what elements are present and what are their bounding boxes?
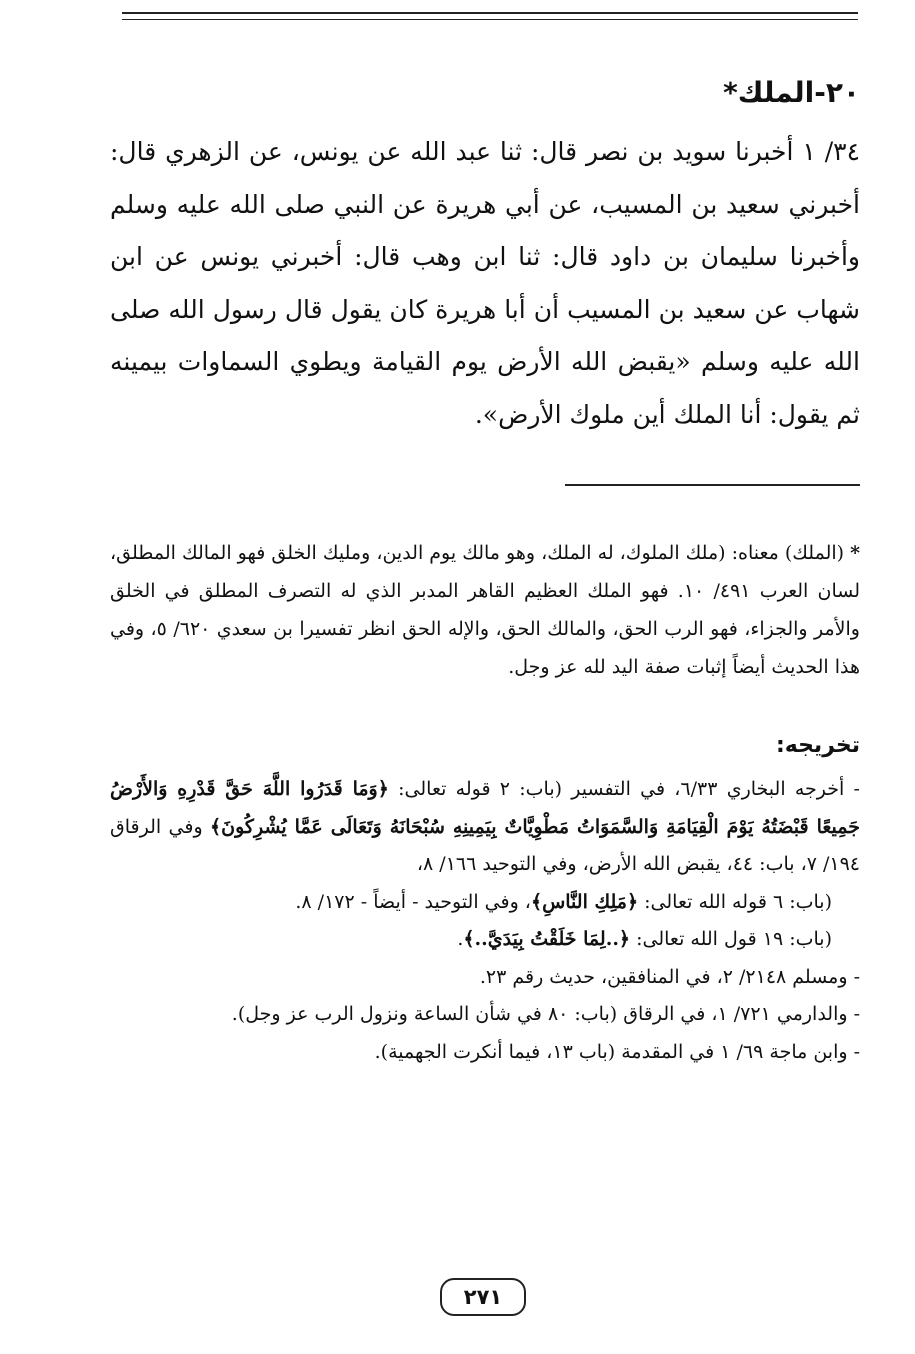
- chapter-heading: [723, 76, 860, 109]
- takhrij-ibn-majah: - وابن ماجة ٦٩/ ١ في المقدمة (باب ١٣، فيما أنكرت الجهمية).: [374, 1040, 860, 1063]
- top-rule-thick: [122, 12, 858, 14]
- takhrij-list: [110, 771, 860, 1071]
- hadith-paragraph: ٣٤/ ١ أخبرنا سويد بن نصر قال: ثنا عبد الله عن يونس، عن الزهري قال: أخبرني سعيد بن المسيب، عن أبي هريرة عن النبي صلى الله عليه وسلم وأخبرنا سليمان بن داود قال: ثنا ابن وهب قال: أخبرني يونس عن ابن شهاب عن سعيد بن المسيب أن أبا هريرة كان يقول قال رسول الله صلى الله عليه وسلم «يقبض الله الأرض يوم القيامة ويطوي السماوات بيمينه ثم يقول: أنا الملك أين ملوك الأرض».: [110, 137, 861, 429]
- takhrij-bukhari: [110, 771, 860, 884]
- hadith-text: [110, 126, 860, 441]
- takhrij-tawhid-1-text: (باب: ٦ قوله الله تعالى:: [644, 890, 832, 913]
- takhrij-tawhid-2-end: .: [457, 928, 464, 950]
- footnote-paragraph: [110, 534, 860, 686]
- top-rule-thin: [122, 19, 858, 20]
- quran-verse: ﴿وَمَا قَدَرُوا اللَّهَ حَقَّ قَدْرِهِ وَالأَرْضُ جَمِيعًا قَبْضَتُهُ يَوْمَ الْقِيَامَةِ وَالسَّمَوَاتُ مَطْوِيَّاتٌ بِيَمِينِهِ سُبْحَانَهُ وَتَعَالَى عَمَّا يُشْرِكُونَ﴾: [110, 778, 860, 838]
- footnote-separator: [565, 484, 860, 486]
- footnote: [110, 534, 860, 686]
- quran-verse: ﴿..لِمَا خَلَقْتُ بِيَدَيَّ..﴾: [463, 928, 631, 950]
- takhrij-muslim: - ومسلم ٢١٤٨/ ٢، في المنافقين، حديث رقم ٢٣.: [479, 965, 860, 988]
- page-number: ٢٧١: [440, 1278, 526, 1316]
- takhrij-bukhari-tail: وفي الرقاق ١٩٤/ ٧، باب: ٤٤، يقبض الله الأرض، وفي التوحيد ١٦٦/ ٨،: [110, 815, 860, 875]
- takhrij-tawhid-2-text: (باب: ١٩ قول الله تعالى:: [636, 928, 832, 950]
- chapter-number: ٢٠-: [814, 76, 860, 109]
- takhrij-tawhid-1-end: ، وفي التوحيد - أيضاً - ١٧٢/ ٨.: [295, 890, 531, 913]
- takhrij-title: تخريجه:: [775, 733, 860, 758]
- footnote-marker: *: [850, 542, 860, 564]
- chapter-title: الملك: [737, 76, 815, 109]
- quran-verse: ﴿مَلِكِ النَّاسِ﴾: [530, 890, 639, 913]
- takhrij-darimi: - والدارمي ٧٢١/ ١، في الرقاق (باب: ٨٠ في شأن الساعة ونزول الرب عز وجل).: [231, 1003, 860, 1025]
- takhrij-bukhari-text: - أخرجه البخاري ٦/٣٣، في التفسير (باب: ٢ قوله تعالى:: [398, 778, 860, 800]
- takhrij-tawhid-1: [110, 884, 860, 922]
- chapter-marker: *: [723, 76, 738, 109]
- footnote-text: (الملك) معناه: (ملك الملوك، له الملك، وهو مالك يوم الدين، ومليك الخلق فهو المالك المطلق، لسان العرب ٤٩١/ ١٠. فهو الملك العظيم القاهر المدبر الذي له التصرف المطلق في الخلق والأمر والجزاء، فهو الرب الحق، والمالك الحق، والإله الحق انظر تفسيرا بن سعدي ٦٢٠/ ٥، وفي هذا الحديث أيضاً إثبات صفة اليد لله عز وجل.: [110, 542, 860, 678]
- takhrij-tawhid-2: [110, 921, 860, 959]
